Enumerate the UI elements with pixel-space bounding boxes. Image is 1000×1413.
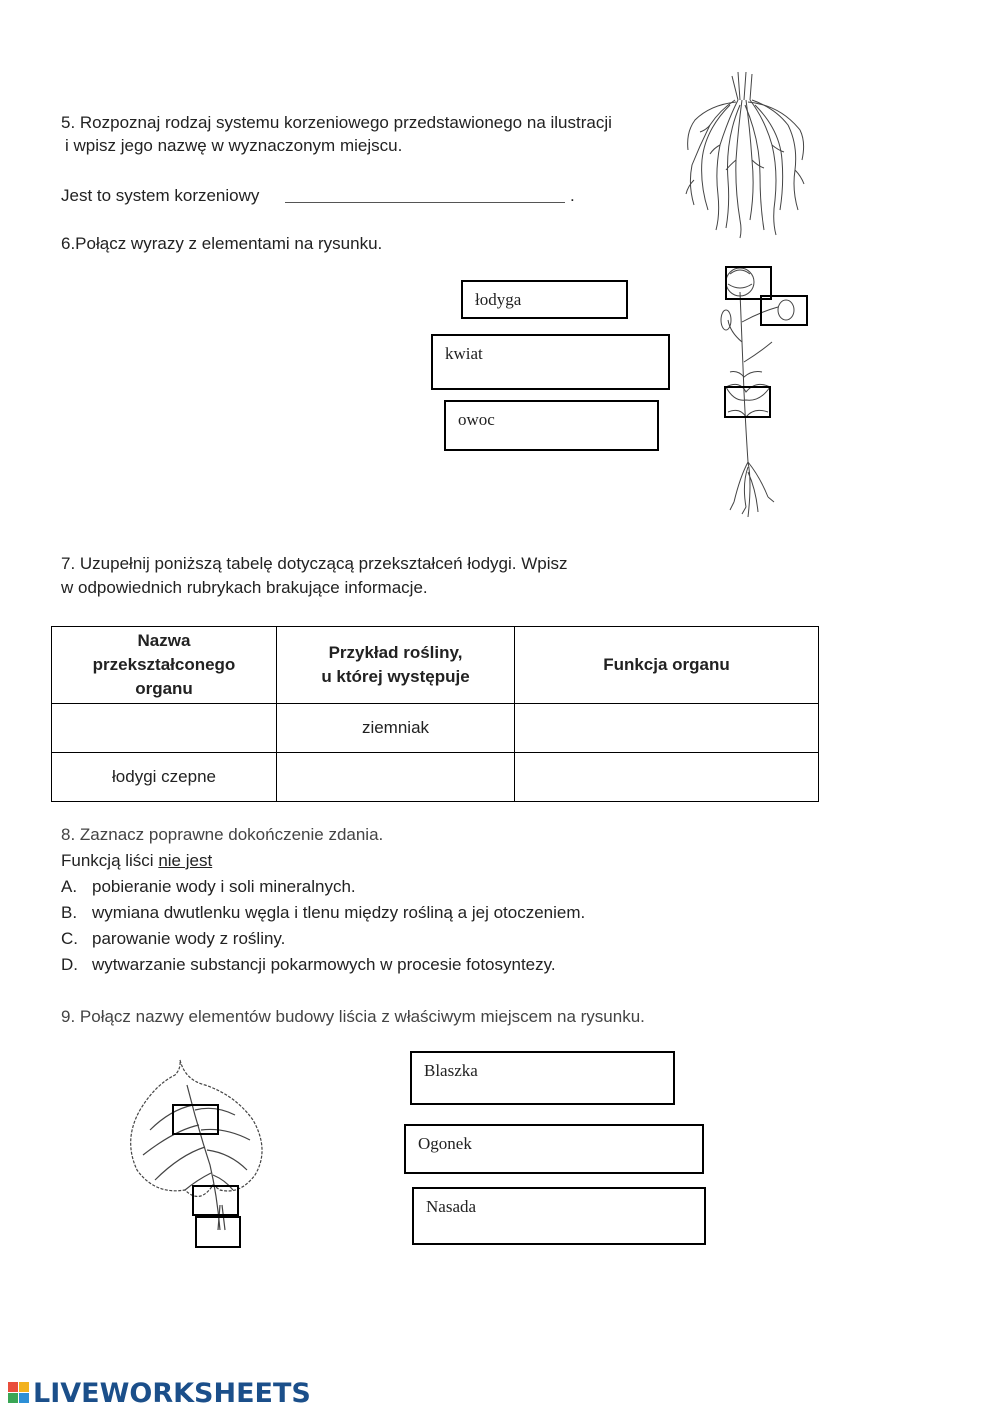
q6-title: 6.Połącz wyrazy z elementami na rysunku. xyxy=(61,234,383,253)
q8-option-c[interactable]: C. parowanie wody z rośliny. xyxy=(61,929,286,948)
q6-label-owoc[interactable] xyxy=(444,400,659,451)
q6-label-kwiat-text: kwiat xyxy=(445,344,483,363)
stem-transformations-table xyxy=(51,626,819,802)
table-row xyxy=(52,704,819,753)
q9-title: 9. Połącz nazwy elementów budowy liścia z właściwym miejscem na rysunku. xyxy=(61,1007,645,1026)
table-cell-input[interactable] xyxy=(515,753,819,802)
liveworksheets-logo[interactable]: LIVEWORKSHEETS xyxy=(33,1378,311,1409)
q5-text-line2: i wpisz jego nazwę w wyznaczonym miejscu. xyxy=(65,136,403,155)
q5-answer-input[interactable] xyxy=(285,202,565,203)
q5-answer-prefix: Jest to system korzeniowy xyxy=(61,186,260,205)
q8-option-d[interactable]: D. wytwarzanie substancji pokarmowych w procesie fotosyntezy. xyxy=(61,955,556,974)
q6-label-lodyga-text: łodyga xyxy=(475,290,522,309)
q8-stem-prefix: Funkcją liści xyxy=(61,851,154,870)
q9-target-base[interactable] xyxy=(192,1185,239,1216)
q9-label-blaszka[interactable] xyxy=(410,1051,675,1105)
q9-target-petiole[interactable] xyxy=(195,1216,241,1248)
table-cell-input[interactable] xyxy=(277,753,515,802)
table-header-name: Nazwa przekształconego organu xyxy=(52,627,277,704)
table-header-example: Przykład rośliny, u której występuje xyxy=(277,627,515,704)
q9-label-nasada-text: Nasada xyxy=(426,1197,477,1216)
q9-label-ogonek-text: Ogonek xyxy=(418,1134,472,1153)
q8-stem xyxy=(61,850,212,872)
table-cell: ziemniak xyxy=(277,704,515,753)
q8-stem-underlined: nie jest xyxy=(158,851,213,870)
q9-label-blaszka-text: Blaszka xyxy=(424,1061,478,1080)
q9-target-blade[interactable] xyxy=(172,1104,219,1135)
q6-label-lodyga[interactable] xyxy=(461,280,628,319)
q7-text-line1: 7. Uzupełnij poniższą tabelę dotyczącą przekształceń łodygi. Wpisz xyxy=(61,554,568,573)
table-cell-input[interactable] xyxy=(52,704,277,753)
root-system-illustration xyxy=(680,70,810,240)
table-header-function: Funkcja organu xyxy=(515,627,819,704)
q9-label-ogonek[interactable] xyxy=(404,1124,704,1174)
table-cell: łodygi czepne xyxy=(52,753,277,802)
q9-label-nasada[interactable] xyxy=(412,1187,706,1245)
q8-option-a[interactable]: A. pobieranie wody i soli mineralnych. xyxy=(61,877,356,896)
table-row xyxy=(52,753,819,802)
q6-target-stem[interactable] xyxy=(724,386,771,418)
q5-text-line1: 5. Rozpoznaj rodzaj systemu korzeniowego przedstawionego na ilustracji xyxy=(61,113,612,132)
q6-target-fruit[interactable] xyxy=(760,295,808,326)
q6-label-owoc-text: owoc xyxy=(458,410,495,429)
q7-text-line2: w odpowiednich rubrykach brakujące informacje. xyxy=(61,578,428,597)
table-cell-input[interactable] xyxy=(515,704,819,753)
q6-label-kwiat[interactable] xyxy=(431,334,670,390)
liveworksheets-logo-icon xyxy=(8,1382,30,1404)
q8-title: 8. Zaznacz poprawne dokończenie zdania. xyxy=(61,825,384,844)
q5-answer-suffix: . xyxy=(570,186,575,205)
q8-option-b[interactable]: B. wymiana dwutlenku węgla i tlenu między rośliną a jej otoczeniem. xyxy=(61,903,586,922)
